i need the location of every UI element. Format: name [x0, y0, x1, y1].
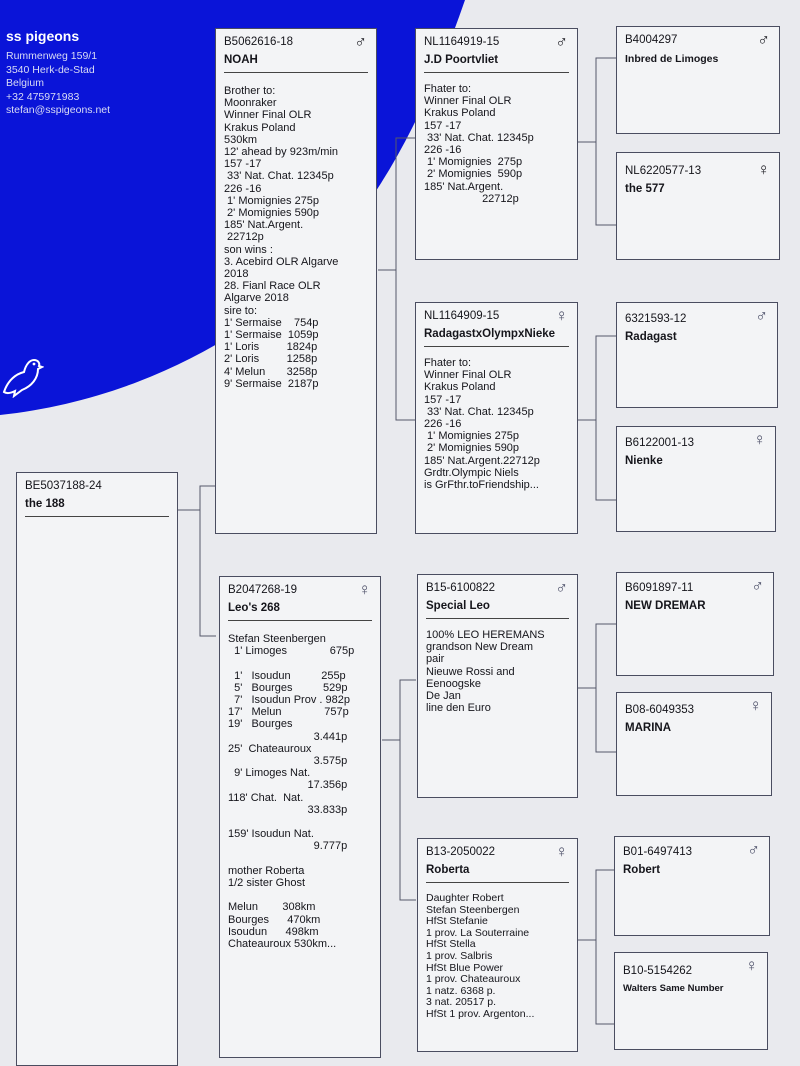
- female-icon: ♀: [358, 580, 371, 599]
- ring-number: B01-6497413: [623, 846, 693, 858]
- pigeon-name: NOAH: [224, 54, 258, 66]
- pigeon-name: Special Leo: [426, 600, 490, 612]
- pigeon-info: Fhater to: Winner Final OLR Krakus Poland 157 -17 33' Nat. Chat. 12345p 226 -16 1' Momignies 275p 2' Momignies 590p 185' Nat.Argent. 22712p: [424, 83, 534, 205]
- ring-number: B4004297: [625, 34, 678, 46]
- pigeon-name: Walters Same Number: [623, 983, 724, 994]
- male-icon: ♂: [751, 576, 764, 595]
- pigeon-name: J.D Poortvliet: [424, 54, 499, 66]
- ring-number: B5062616-18: [224, 36, 294, 48]
- divider: [424, 72, 569, 73]
- ring-number: B6122001-13: [625, 437, 695, 449]
- divider: [426, 618, 569, 619]
- male-icon: ♂: [757, 30, 770, 49]
- great-grandparent-card[interactable]: [616, 692, 772, 796]
- pigeon-name: Radagast: [625, 331, 677, 343]
- pigeon-name: Leo's 268: [228, 602, 280, 614]
- pigeon-name: the 577: [625, 183, 665, 195]
- ring-number: B08-6049353: [625, 704, 695, 716]
- pigeon-name: NEW DREMAR: [625, 600, 706, 612]
- sire-sire-card[interactable]: [415, 28, 578, 260]
- pigeon-name: Roberta: [426, 864, 470, 876]
- pigeon-info: Fhater to: Winner Final OLR Krakus Poland 157 -17 33' Nat. Chat. 12345p 226 -16 1' Momignies 275p 2' Momignies 590p 185' Nat.Argent.22712p Grdtr.Olympic Niels is GrFthr.toFriendship...: [424, 357, 540, 492]
- owner-address-line: Belgium: [6, 77, 44, 89]
- divider: [224, 72, 368, 73]
- ring-number: NL6220577-13: [625, 165, 702, 177]
- divider: [228, 620, 372, 621]
- pigeon-name: the 188: [25, 498, 65, 510]
- female-icon: ♀: [757, 160, 770, 179]
- divider: [426, 882, 569, 883]
- great-grandparent-card[interactable]: [616, 26, 780, 134]
- great-grandparent-card[interactable]: [616, 152, 780, 260]
- female-icon: ♀: [745, 956, 758, 975]
- male-icon: ♂: [555, 578, 568, 597]
- ring-number: B10-5154262: [623, 965, 693, 977]
- great-grandparent-card[interactable]: [616, 572, 774, 676]
- female-icon: ♀: [555, 306, 568, 325]
- ring-number: B2047268-19: [228, 584, 298, 596]
- dam-card[interactable]: [219, 576, 381, 1058]
- male-icon: ♂: [555, 32, 568, 51]
- owner-address-line: Rummenweg 159/1: [6, 50, 98, 62]
- pigeon-info: Stefan Steenbergen 1' Limoges 675p 1' Isoudun 255p 5' Bourges 529p 7' Isoudun Prov . 982p 17' Melun 757p 19' Bourges 3.441p 25' Chateauroux 3.575p 9' Limoges Nat. 17.356p 118' Chat. Nat. 33.833p 159' Isoudun Nat. 9.777p mother Roberta 1/2 sister Ghost Melun 308km Bourges 470km Isoudun 498km Chateauroux 530km...: [228, 633, 355, 951]
- female-icon: ♀: [753, 430, 766, 449]
- pigeon-name: MARINA: [625, 722, 671, 734]
- divider: [25, 516, 169, 517]
- male-icon: ♂: [755, 306, 768, 325]
- divider: [424, 346, 569, 347]
- pigeon-name: Nienke: [625, 455, 663, 467]
- great-grandparent-card[interactable]: [614, 952, 768, 1050]
- ring-number: 6321593-12: [625, 313, 687, 325]
- male-icon: ♂: [354, 32, 367, 51]
- owner-phone: +32 475971983: [6, 90, 80, 103]
- dam-dam-card[interactable]: [417, 838, 578, 1052]
- ring-number: B6091897-11: [625, 582, 694, 594]
- owner-email[interactable]: stefan@sspigeons.net: [6, 104, 111, 116]
- great-grandparent-card[interactable]: [616, 426, 776, 532]
- pigeon-info: 100% LEO HEREMANS grandson New Dream pair Nieuwe Rossi and Eenoogske De Jan line den Euro: [426, 629, 545, 715]
- pigeon-info: Daughter Robert Stefan Steenbergen HfSt Stefanie 1 prov. La Souterraine HfSt Stella 1 prov. Salbris HfSt Blue Power 1 prov. Chateauroux 1 natz. 6368 p. 3 nat. 20517 p. HfSt 1 prov. Argenton...: [426, 892, 535, 1020]
- pigeon-name: Robert: [623, 864, 661, 876]
- female-icon: ♀: [749, 696, 762, 715]
- dam-sire-card[interactable]: [417, 574, 578, 798]
- great-grandparent-card[interactable]: [616, 302, 778, 408]
- ring-number: BE5037188-24: [25, 480, 102, 492]
- pigeon-info: Brother to: Moonraker Winner Final OLR Krakus Poland 530km 12' ahead by 923m/min 157 -17 33' Nat. Chat. 12345p 226 -16 1' Momignies 275p 2' Momignies 590p 185' Nat.Argent. 22712p son wins : 3. Acebird OLR Algarve 2018 28. Fianl Race OLR Algarve 2018 sire to: 1' Sermaise 754p 1' Sermaise 1059p 1' Loris 1824p 2' Loris 1258p 4' Melun 3258p 9' Sermaise 2187p: [224, 85, 339, 390]
- male-icon: ♂: [747, 840, 760, 859]
- owner-address-line: 3540 Herk-de-Stad: [6, 63, 95, 76]
- ring-number: B15-6100822: [426, 582, 496, 594]
- sire-dam-card[interactable]: [415, 302, 578, 534]
- pigeon-name: RadagastxOlympxNieke: [424, 328, 556, 340]
- sire-card[interactable]: [215, 28, 377, 534]
- subject-card[interactable]: [16, 472, 178, 1066]
- female-icon: ♀: [555, 842, 568, 861]
- ring-number: B13-2050022: [426, 846, 496, 858]
- ring-number: NL1164919-15: [424, 36, 500, 48]
- pigeon-name: Inbred de Limoges: [625, 53, 719, 65]
- owner-name: ss pigeons: [6, 28, 80, 44]
- ring-number: NL1164909-15: [424, 310, 500, 322]
- great-grandparent-card[interactable]: [614, 836, 770, 936]
